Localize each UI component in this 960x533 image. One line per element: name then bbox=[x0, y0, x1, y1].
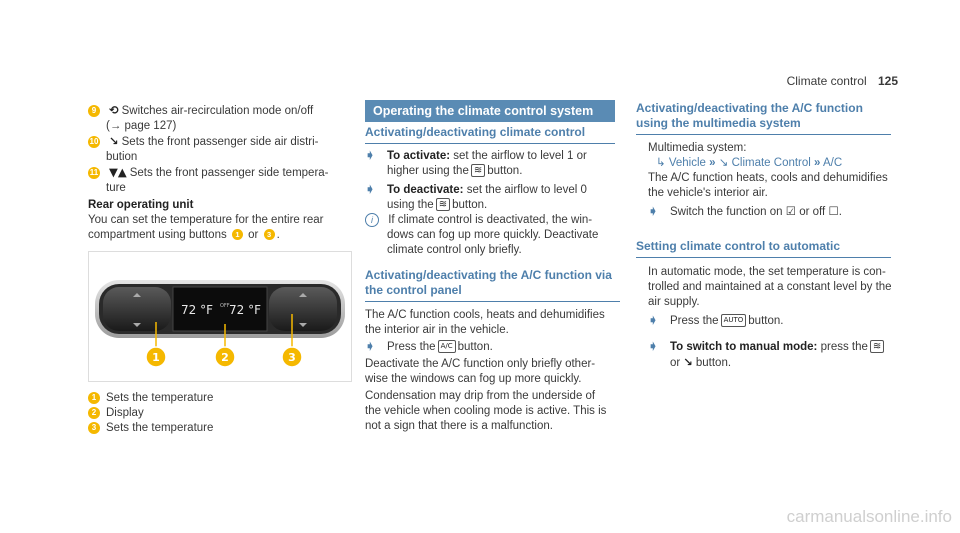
section-banner: Operating the climate control system bbox=[365, 100, 615, 122]
item-10-number: 10 bbox=[89, 136, 99, 146]
path-start-icon: ↳ bbox=[656, 157, 666, 169]
heading-ac-mm-line-2: using the multimedia system bbox=[636, 116, 801, 130]
path-climate-control[interactable]: Climate Control bbox=[731, 157, 811, 169]
step-arrow-icon: ➧ bbox=[365, 182, 376, 196]
rear-operating-unit bbox=[88, 198, 358, 243]
rear-button-3-ref: 3 bbox=[264, 229, 275, 240]
auto-desc bbox=[648, 265, 898, 310]
ac-text-1: The A/C function cools, heats and dehumidifies bbox=[365, 309, 605, 321]
display-off-label: OFF bbox=[220, 303, 230, 309]
item-9-text: Switches air-recirculation mode on/off bbox=[121, 105, 314, 117]
climate-icon: ↘ bbox=[718, 157, 729, 169]
heading-ac-panel-line-2: the control panel bbox=[365, 283, 462, 297]
path-chevron-icon: » bbox=[814, 157, 821, 169]
legend-list bbox=[88, 391, 348, 436]
mm-text-1: The A/C function heats, cools and dehumidifies bbox=[648, 172, 888, 184]
info-text-2: dows can fog up more quickly. Deactivate bbox=[387, 229, 599, 241]
cond-text-3: not a sign that there is a malfunction. bbox=[365, 420, 553, 432]
item-11-number: 11 bbox=[89, 167, 99, 177]
manual-step bbox=[648, 339, 898, 371]
activate-step bbox=[365, 148, 625, 179]
legend-text: Sets the temperature bbox=[106, 392, 214, 404]
ac-deact-text-2: wise the windows can fog up more quickly. bbox=[365, 373, 582, 385]
recirculation-icon: ⟲ bbox=[109, 103, 119, 117]
display-right-temp: 72 °F bbox=[229, 303, 261, 317]
deactivate-text-3: button. bbox=[452, 199, 488, 211]
switch-text-2: or off bbox=[799, 206, 826, 218]
step-arrow-icon: ➧ bbox=[648, 204, 659, 218]
airflow-icon: ≋ bbox=[870, 340, 884, 353]
rear-button-1-ref: 1 bbox=[232, 229, 243, 240]
manual-text-3: button. bbox=[695, 357, 732, 369]
legend-text: Sets the temperature bbox=[106, 422, 214, 434]
legend-number: 2 bbox=[88, 407, 100, 419]
rear-end: . bbox=[276, 229, 280, 241]
temperature-rocker-icon: ▼▲ bbox=[109, 165, 127, 179]
rear-or: or bbox=[248, 229, 259, 241]
legend-text: Display bbox=[106, 407, 144, 419]
item-10-text-cont: bution bbox=[106, 151, 138, 163]
switch-text: Switch the function on bbox=[670, 206, 783, 218]
deactivate-text-2: using the bbox=[387, 199, 434, 211]
heading-ac-mm-line-1: Activating/deactivating the A/C function bbox=[636, 101, 863, 115]
item-11-text-cont: ture bbox=[106, 182, 126, 194]
deactivate-step bbox=[365, 182, 625, 213]
press-ac-step bbox=[365, 339, 625, 355]
heading-ac-panel-line-1: Activating/deactivating the A/C function via bbox=[365, 268, 612, 282]
manual-text-2: or bbox=[670, 357, 681, 369]
info-icon: i bbox=[365, 213, 379, 227]
manual-label: To switch to manual mode: bbox=[670, 341, 818, 353]
heading-auto: Setting climate control to automatic bbox=[636, 239, 891, 258]
airflow-icon: ≋ bbox=[436, 198, 450, 211]
cond-text-2: the vehicle when cooling mode is active. This is bbox=[365, 405, 607, 417]
air-distribution-icon: ↘ bbox=[683, 355, 693, 369]
mm-text-2: the vehicle's interior air. bbox=[648, 187, 768, 199]
press-auto-text-2: button. bbox=[748, 315, 784, 327]
item-10-text: Sets the front passenger side air distri- bbox=[121, 136, 319, 148]
step-arrow-icon: ➧ bbox=[365, 339, 376, 353]
press-auto-text: Press the bbox=[670, 315, 719, 327]
info-text-3: climate control only briefly. bbox=[387, 244, 522, 256]
auto-text-2: trolled and maintained at a constant level by the bbox=[648, 281, 892, 293]
legend-item bbox=[88, 421, 348, 436]
callout-2: 2 bbox=[221, 351, 229, 364]
air-distribution-icon: ↘ bbox=[109, 134, 119, 148]
ac-deactivate-note bbox=[365, 357, 625, 387]
path-vehicle[interactable]: Vehicle bbox=[668, 157, 706, 169]
legend-number: 1 bbox=[88, 392, 100, 404]
checkbox-checked-icon: ☑ bbox=[785, 204, 797, 218]
step-arrow-icon: ➧ bbox=[365, 148, 376, 162]
header-title: Climate control bbox=[786, 74, 867, 88]
info-note bbox=[365, 213, 625, 258]
page-header bbox=[787, 74, 898, 89]
heading-activate-climate: Activating/deactivating climate control bbox=[365, 125, 615, 144]
auto-text-1: In automatic mode, the set temperature is con- bbox=[648, 266, 886, 278]
auto-text-3: air supply. bbox=[648, 296, 700, 308]
press-ac-text: Press the bbox=[387, 341, 436, 353]
press-ac-text-2: button. bbox=[457, 341, 493, 353]
activate-label: To activate: bbox=[387, 150, 451, 162]
rear-unit-illustration bbox=[88, 251, 352, 382]
activate-text-2: higher using the bbox=[387, 165, 469, 177]
ac-text-2: the interior air in the vehicle. bbox=[365, 324, 509, 336]
rear-text-1: You can set the temperature for the entire rear bbox=[88, 214, 324, 226]
manual-text: press the bbox=[820, 341, 868, 353]
rear-unit-drawing bbox=[89, 252, 351, 381]
heading-ac-multimedia bbox=[636, 101, 891, 135]
press-auto-step bbox=[648, 313, 898, 329]
legend-number: 3 bbox=[88, 422, 100, 434]
item-11-text: Sets the front passenger side tempera- bbox=[129, 167, 329, 179]
path-chevron-icon: » bbox=[709, 157, 716, 169]
item-11 bbox=[88, 165, 348, 196]
deactivate-label: To deactivate: bbox=[387, 184, 464, 196]
legend-item bbox=[88, 406, 348, 421]
item-10 bbox=[88, 134, 348, 165]
path-ac[interactable]: A/C bbox=[823, 157, 843, 169]
rear-heading: Rear operating unit bbox=[88, 199, 194, 211]
step-arrow-icon: ➧ bbox=[648, 313, 659, 327]
checkbox-empty-icon: ☐ bbox=[828, 204, 839, 218]
multimedia-label: Multimedia system: bbox=[648, 142, 747, 154]
watermark: carmanualsonline.info bbox=[786, 507, 952, 526]
auto-button-icon: AUTO bbox=[721, 314, 747, 327]
deactivate-text: set the airflow to level 0 bbox=[466, 184, 587, 196]
activate-text-3: button. bbox=[487, 165, 523, 177]
item-9-ref[interactable]: (→ page 127) bbox=[106, 120, 177, 132]
activate-text: set the airflow to level 1 or bbox=[453, 150, 587, 162]
page-number: 125 bbox=[877, 74, 898, 88]
condensation-note bbox=[365, 389, 625, 434]
step-arrow-icon: ➧ bbox=[648, 339, 659, 353]
display-left-temp: 72 °F bbox=[181, 303, 213, 317]
heading-ac-panel bbox=[365, 268, 620, 302]
switch-step bbox=[648, 204, 898, 220]
item-9 bbox=[88, 103, 348, 134]
multimedia-path bbox=[648, 141, 898, 201]
legend-item bbox=[88, 391, 348, 406]
info-text-1: If climate control is deactivated, the win- bbox=[388, 214, 593, 226]
ac-button-icon: A/C bbox=[438, 340, 456, 353]
cond-text-1: Condensation may drip from the underside of bbox=[365, 390, 596, 402]
ac-panel-desc bbox=[365, 308, 625, 338]
callout-1: 1 bbox=[152, 351, 160, 364]
callout-3: 3 bbox=[288, 351, 296, 364]
ac-deact-text-1: Deactivate the A/C function only briefly other- bbox=[365, 358, 596, 370]
airflow-icon: ≋ bbox=[471, 164, 485, 177]
switch-end: . bbox=[838, 206, 842, 218]
rear-text-2: compartment using buttons bbox=[88, 229, 227, 241]
item-9-number: 9 bbox=[88, 105, 100, 117]
